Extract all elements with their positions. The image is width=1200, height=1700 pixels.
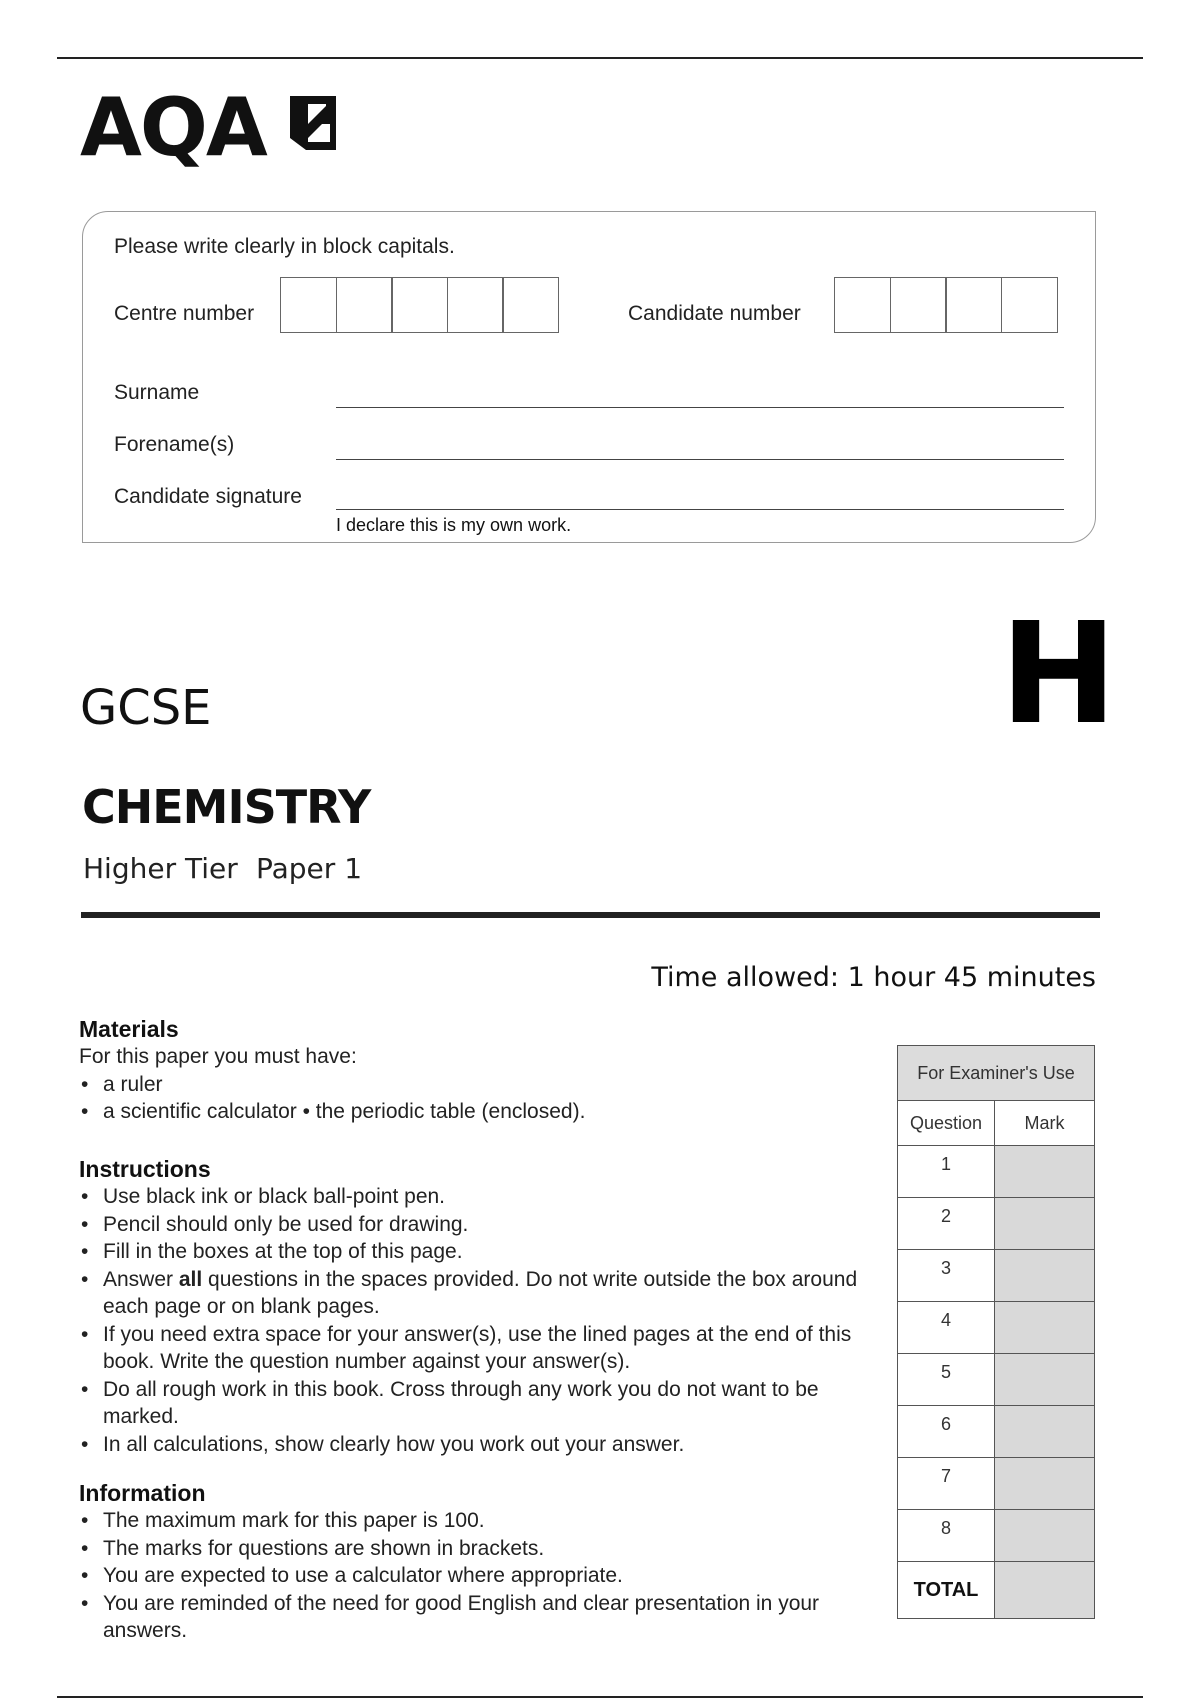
materials-section xyxy=(79,1016,899,1126)
tier-letter: H xyxy=(1000,593,1118,756)
materials-heading: Materials xyxy=(79,1016,179,1042)
list-item: • a ruler xyxy=(79,1071,899,1099)
title-rule xyxy=(81,912,1100,918)
answer-post: questions in the spaces provided. Do not write outside the box around each page or on blank pages. xyxy=(103,1267,858,1318)
total-label: TOTAL xyxy=(898,1562,995,1619)
list-item: • Pencil should only be used for drawing. xyxy=(79,1211,899,1239)
list-item: • If you need extra space for your answer(s), use the lined pages at the end of this book. Write the question number against your answer(s). xyxy=(79,1321,899,1376)
list-item: • a scientific calculator • the periodic table (enclosed). xyxy=(79,1098,899,1126)
mark-cell[interactable] xyxy=(995,1510,1095,1562)
materials-intro: For this paper you must have: xyxy=(79,1045,357,1068)
list-item: • In all calculations, show clearly how you work out your answer. xyxy=(79,1431,899,1459)
aqa-flag-icon xyxy=(288,94,338,154)
list-item: • Fill in the boxes at the top of this page. xyxy=(79,1238,899,1266)
answer-pre: Answer xyxy=(103,1267,179,1291)
surname-line[interactable] xyxy=(336,407,1064,408)
forenames-label: Forename(s) xyxy=(114,433,235,456)
subject-title: CHEMISTRY xyxy=(82,780,371,834)
question-number: 4 xyxy=(898,1302,995,1354)
candidate-digit-box[interactable] xyxy=(890,277,947,333)
list-item: • You are reminded of the need for good English and clear presentation in your answers. xyxy=(79,1590,873,1645)
declaration-text: I declare this is my own work. xyxy=(336,515,572,535)
mark-cell[interactable] xyxy=(995,1458,1095,1510)
centre-digit-box[interactable] xyxy=(447,277,504,333)
question-number: 7 xyxy=(898,1458,995,1510)
centre-digit-box[interactable] xyxy=(502,277,559,333)
aqa-logo: AQA xyxy=(80,81,266,174)
time-allowed: Time allowed: 1 hour 45 minutes xyxy=(651,962,1096,993)
signature-line[interactable] xyxy=(336,509,1064,510)
question-number: 3 xyxy=(898,1250,995,1302)
bottom-rule xyxy=(57,1696,1143,1698)
tier-label: Higher Tier xyxy=(83,852,238,885)
examiner-use-table xyxy=(897,1045,1095,1619)
question-number: 8 xyxy=(898,1510,995,1562)
question-number: 2 xyxy=(898,1198,995,1250)
surname-label: Surname xyxy=(114,381,200,404)
mark-cell[interactable] xyxy=(995,1354,1095,1406)
question-column-header: Question xyxy=(898,1101,995,1146)
instructions-heading: Instructions xyxy=(79,1156,211,1182)
mark-cell[interactable] xyxy=(995,1302,1095,1354)
mark-column-header: Mark xyxy=(995,1101,1095,1146)
top-rule xyxy=(57,57,1143,59)
block-capitals-instruction: Please write clearly in block capitals. xyxy=(114,235,455,258)
mark-cell[interactable] xyxy=(995,1406,1095,1458)
question-number: 1 xyxy=(898,1146,995,1198)
information-heading: Information xyxy=(79,1480,206,1506)
instructions-section xyxy=(79,1156,899,1458)
paper-label: Paper 1 xyxy=(256,852,363,885)
centre-digit-box[interactable] xyxy=(391,277,448,333)
answer-bold: all xyxy=(178,1267,203,1291)
list-item: • You are expected to use a calculator where appropriate. xyxy=(79,1562,899,1590)
signature-label: Candidate signature xyxy=(114,485,302,508)
question-number: 6 xyxy=(898,1406,995,1458)
mark-cell[interactable] xyxy=(995,1250,1095,1302)
list-item: • Do all rough work in this book. Cross through any work you do not want to be marked. xyxy=(79,1376,899,1431)
centre-digit-box[interactable] xyxy=(280,277,337,333)
information-section xyxy=(79,1480,899,1645)
centre-number-boxes xyxy=(280,277,558,333)
qualification-title: GCSE xyxy=(80,680,212,736)
list-item: • The maximum mark for this paper is 100. xyxy=(79,1507,899,1535)
list-item: • The marks for questions are shown in brackets. xyxy=(79,1535,899,1563)
centre-number-label: Centre number xyxy=(114,302,255,325)
candidate-number-label: Candidate number xyxy=(628,302,801,325)
forenames-line[interactable] xyxy=(336,459,1064,460)
total-mark-cell[interactable] xyxy=(995,1562,1095,1619)
centre-digit-box[interactable] xyxy=(336,277,393,333)
list-item: • Use black ink or black ball-point pen. xyxy=(79,1183,899,1211)
candidate-digit-box[interactable] xyxy=(834,277,891,333)
examiner-table-heading: For Examiner's Use xyxy=(898,1046,1095,1101)
question-number: 5 xyxy=(898,1354,995,1406)
candidate-digit-box[interactable] xyxy=(1001,277,1058,333)
list-item-answer-all xyxy=(79,1266,899,1321)
candidate-number-boxes xyxy=(834,277,1056,333)
mark-cell[interactable] xyxy=(995,1146,1095,1198)
candidate-digit-box[interactable] xyxy=(945,277,1002,333)
mark-cell[interactable] xyxy=(995,1198,1095,1250)
